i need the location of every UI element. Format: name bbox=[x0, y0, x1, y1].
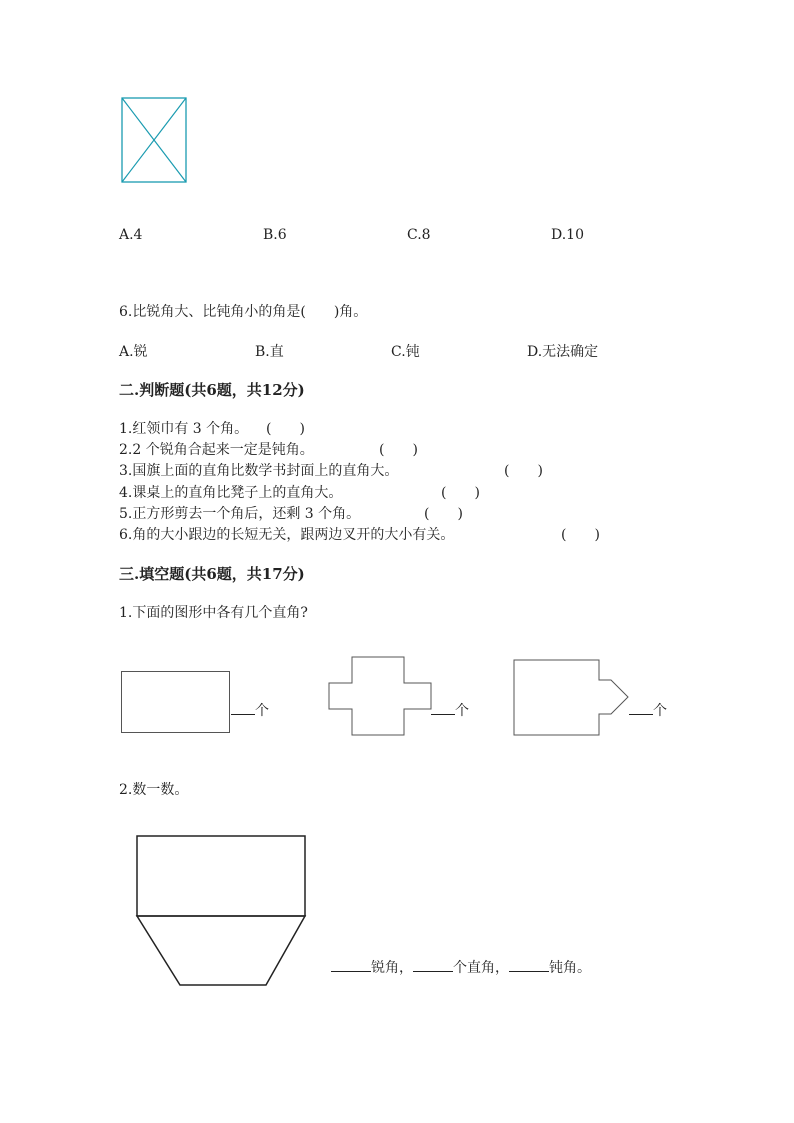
rect-answer bbox=[231, 700, 269, 720]
judge-item-1-text: 1.红领巾有 3 个角。 bbox=[119, 421, 249, 437]
answer-blank[interactable] bbox=[231, 700, 255, 715]
cross-shape-figure bbox=[328, 656, 432, 736]
q6-option-d: D.无法确定 bbox=[527, 344, 599, 360]
fill-q2-question: 2.数一数。 bbox=[119, 782, 189, 798]
q6-option-c: C.钝 bbox=[391, 344, 420, 360]
unit-label: 个 bbox=[455, 703, 469, 719]
judge-item-4-paren: ( ) bbox=[441, 485, 480, 501]
cross-answer bbox=[431, 700, 469, 720]
section2-title: 二.判断题(共6题，共12分) bbox=[119, 381, 305, 399]
q5-option-b: B.6 bbox=[263, 227, 287, 243]
judge-item-5-text: 5.正方形剪去一个角后，还剩 3 个角。 bbox=[119, 506, 361, 522]
q5-option-a: A.4 bbox=[119, 227, 143, 243]
judge-item-6-text: 6.角的大小跟边的长短无关，跟两边叉开的大小有关。 bbox=[119, 527, 455, 543]
fill-q2-answer bbox=[331, 957, 591, 977]
judge-item-3-text: 3.国旗上面的直角比数学书封面上的直角大。 bbox=[119, 463, 399, 479]
q5-option-d: D.10 bbox=[551, 227, 584, 243]
judge-item-2-text: 2.2 个锐角合起来一定是钝角。 bbox=[119, 442, 314, 458]
q6-option-b: B.直 bbox=[255, 344, 284, 360]
judge-item-5-paren: ( ) bbox=[424, 506, 463, 522]
obtuse-label: 钝角。 bbox=[549, 960, 591, 976]
q6-question: 6.比锐角大、比钝角小的角是( )角。 bbox=[119, 304, 368, 320]
plain-rectangle-figure bbox=[121, 671, 231, 733]
arrow-answer bbox=[629, 700, 667, 720]
unit-label: 个 bbox=[653, 703, 667, 719]
q5-option-c: C.8 bbox=[407, 227, 431, 243]
q6-option-a: A.锐 bbox=[119, 344, 148, 360]
arrow-pentagon-figure bbox=[513, 659, 631, 737]
acute-blank[interactable] bbox=[331, 957, 371, 972]
obtuse-blank[interactable] bbox=[509, 957, 549, 972]
judge-item-3-paren: ( ) bbox=[504, 463, 543, 479]
right-blank[interactable] bbox=[413, 957, 453, 972]
judge-item-6-paren: ( ) bbox=[561, 527, 600, 543]
bucket-shape-figure bbox=[134, 835, 309, 987]
fill-q1-question: 1.下面的图形中各有几个直角? bbox=[119, 605, 308, 621]
judge-item-2-paren: ( ) bbox=[379, 442, 418, 458]
answer-blank[interactable] bbox=[431, 700, 455, 715]
judge-item-4-text: 4.课桌上的直角比凳子上的直角大。 bbox=[119, 485, 343, 501]
judge-item-1-paren: ( ) bbox=[266, 421, 305, 437]
right-label: 个直角， bbox=[453, 960, 509, 976]
rectangle-diagonals-figure bbox=[121, 97, 187, 183]
acute-label: 锐角， bbox=[371, 960, 413, 976]
section3-title: 三.填空题(共6题，共17分) bbox=[119, 565, 305, 583]
unit-label: 个 bbox=[255, 703, 269, 719]
answer-blank[interactable] bbox=[629, 700, 653, 715]
